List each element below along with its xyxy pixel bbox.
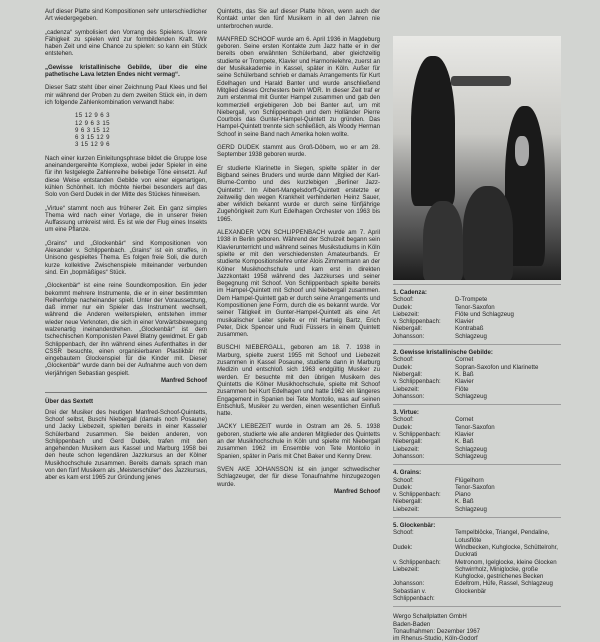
musician-name: Liebezeit:: [393, 445, 420, 453]
quintett-paragraph: Quintetts, das Sie auf dieser Platte hören, wenn auch der Kontakt unter den fünf Musikern in all den Jahren nie unterbrochen wurde.: [217, 8, 380, 30]
instrument: Cornet: [455, 356, 474, 364]
credit-line: Baden-Baden: [393, 620, 431, 628]
musician-name: Schoof:: [393, 476, 414, 484]
musician-name: Liebezeit:: [393, 505, 420, 513]
musician-name: Liebezeit:: [393, 385, 420, 393]
personnel-row: [393, 453, 561, 460]
personnel-row: [393, 580, 561, 587]
personnel-row: [393, 424, 561, 431]
musician-silhouette: [463, 186, 513, 280]
credit-line: im Rhenus-Studio, Köln-Godorf: [393, 635, 478, 642]
liebezeit-bio: JACKY LIEBEZEIT wurde in Ostram am 26. 5. 1938 geboren, studierte wie alle anderen Mitglieder des Quintetts an der Musikhochschule in Köln und spielte mit Niebergall zusammen 1962 im Ensemble von Tete Montolio in Spanien, später in Paris mit Chet Baker und Kenny Drew.: [217, 423, 380, 460]
musician-name: Niebergall:: [393, 438, 423, 446]
grains-paragraph: „Grains“ und „Glockenbär“ sind Kompositionen von Alexander v. Schlippenbach. „Grains“ ist ein straffes, in Unisono gespieltes Thema. Es folgen freie Soli, die durch kurze kollektive Zwischenspiele miteinander verbunden sind. Ein „bopmäßiges“ Stück.: [45, 239, 207, 276]
musician-name: Dudek:: [393, 303, 413, 311]
personnel-row: [393, 491, 561, 498]
klee-quote: „Gewisse kristallinische Gebilde, über die eine pathetische Lava letzten Endes nicht vermag“.: [45, 63, 207, 79]
number-row: 12 9 6 3 15: [75, 119, 110, 127]
track-title: 1. Cadenza:: [393, 289, 427, 296]
personnel-row: [393, 304, 561, 311]
column-right: [393, 8, 561, 642]
musician-name: v. Schlippenbach:: [393, 558, 441, 566]
instrument: Flöte: [455, 385, 469, 393]
musician-name: v. Schlippenbach:: [393, 318, 441, 326]
musician-name: Johansson:: [393, 580, 425, 588]
personnel-row: [393, 416, 561, 423]
personnel-row: [393, 498, 561, 505]
track-title: 3. Virtue:: [393, 409, 419, 417]
musician-name: Schoof:: [393, 416, 414, 424]
personnel-row: [393, 506, 561, 513]
personnel-row: [393, 311, 561, 318]
musician-name: Niebergall:: [393, 325, 423, 333]
instrument: Piano: [455, 491, 471, 499]
musician-name: Niebergall:: [393, 370, 423, 378]
musician-name: Liebezeit:: [393, 310, 420, 318]
instrument: Tenor-Saxofon: [455, 423, 495, 431]
musician-name: Niebergall:: [393, 498, 423, 506]
musician-name: Johansson:: [393, 332, 425, 340]
musician-silhouette: [411, 56, 455, 206]
musician-name: Dudek:: [393, 423, 413, 431]
band-photo: [393, 36, 561, 280]
personnel-row: [393, 296, 561, 303]
credits: [393, 613, 561, 642]
saxophone-shape: [515, 136, 529, 166]
column-middle: [217, 8, 380, 501]
track-title: 4. Grains:: [393, 469, 422, 477]
divider: [393, 464, 561, 465]
virtue-paragraph: „Virtue“ stammt noch aus früherer Zeit. Ein ganz simples Thema wird nach einer Vorlage, die in unserer freien Auffassung umkreist wird. Es ist wie der Flug eines Insekts um eine Pflanze.: [45, 204, 207, 234]
musician-name: Schoof:: [393, 296, 414, 304]
personnel-row: [393, 364, 561, 371]
musician-silhouette: [423, 201, 463, 280]
track-title: 2. Gewisse kristallinische Gebilde:: [393, 349, 493, 357]
divider: [393, 344, 561, 345]
instrument: Schlagzeug: [455, 332, 487, 340]
divider: [393, 517, 561, 518]
instrument: Klavier: [455, 431, 474, 439]
personnel-row: [393, 371, 561, 378]
column-left: [45, 8, 207, 488]
signature: Manfred Schoof: [160, 377, 207, 385]
personnel-row: [393, 477, 561, 484]
instrument: Flöte und Schlagzeug: [455, 310, 514, 318]
personnel-row: [393, 559, 561, 566]
instrument: Windbecken, Kuhglocke, Schüttelrohr, Duckrati: [455, 543, 558, 559]
personnel-row: [393, 378, 561, 385]
signature: Manfred Schoof: [333, 487, 380, 495]
personnel-row: [393, 544, 561, 559]
dudek-bio-cont: Er studierte Klarinette in Siegen, spielte später in der Bigband seines Bruders und wurde dann Mitglied der Karl-Blume-Combo und des kurzlebigen „Berliner Jazz-Quintetts“. Im Albert-Mangelsdorff-Quintett erstetzte er zeitweilig den wegen Krankheit verhinderten Heinz Sauer, aber wirklich bekannt wurde er durch seine fünfjährige Zugehörigkeit zum Kurt Edelhagen Orchester von 1963 bis 1965.: [217, 164, 380, 223]
instrument: Glockenbär: [455, 587, 487, 595]
instrument: Tempelblöcke, Triangel, Pendaline, Lotusflöte: [455, 529, 550, 544]
number-row: 3 15 12 9 6: [75, 141, 110, 149]
musician-name: Johansson:: [393, 392, 425, 400]
number-row: 6 3 15 12 9: [75, 134, 110, 142]
personnel-row: [393, 446, 561, 453]
musician-name: v. Schlippenbach:: [393, 491, 441, 499]
instrument: K. Baß: [455, 498, 474, 506]
instrument: Edeltrom, Hüfe, Rassel, Schlagzeug: [455, 580, 553, 588]
personnel-row: [393, 438, 561, 445]
instrument: K. Baß: [455, 438, 474, 446]
johansson-bio: SVEN AKE JOHANSSON ist ein junger schwedischer Schlagzeuger, der für diese Tonaufnahme hinzugezogen wurde.: [217, 465, 380, 488]
personnel-row: [393, 588, 561, 603]
phrase-paragraph: Nach einer kurzen Einleitungsphrase bildet die Gruppe lose aneinandergereihte Komplexe, wobei jeder Spieler in eine für ihn festgelegte Zahlenreihe beliebige Töne einsetzt. Auf diese Weise entstanden Gebilde von einer eigenartigen, kühlen Schönheit. Ich möchte hierbei besonders auf das Solo von Gerd Dudek in der Mitte des Stückes hinweisen.: [45, 154, 207, 199]
instrument: Sopran-Saxofon und Klarinette: [455, 363, 539, 371]
personnel-row: [393, 333, 561, 340]
section-heading: Über das Sextett: [45, 398, 94, 406]
personnel-row: [393, 566, 561, 581]
divider: [393, 404, 561, 405]
instrument: D-Trompete: [455, 296, 488, 304]
instrument: Schlagzeug: [455, 445, 487, 453]
instrument: Metronom, Igelglocke, kleine Glocken: [455, 558, 557, 566]
instrument: Kontrabaß: [455, 325, 484, 333]
instrument: Schlagzeug: [455, 392, 487, 400]
instrument: Schwirrholz, Miniglocke, große Kuhglocke, gestrichenes Becken: [455, 565, 544, 581]
track-list: [393, 284, 561, 602]
trumpet-shape: [451, 76, 511, 86]
cadenza-paragraph: „cadenza“ symbolisiert den Vorrang des Spielens. Unsere Fähigkeit zu spielen wird zur formbildenden Kraft. Wir haben Zeit und eine Chance zu spielen: so kann ein Stück entstehen.: [45, 28, 207, 58]
musician-name: Schoof:: [393, 356, 414, 364]
klee-paragraph: Dieser Satz steht über einer Zeichnung Paul Klees und fiel mir während der Proben zu dem zweiten Stück ein, in dem ich folgende Zahlenkombination verwandt habe:: [45, 84, 207, 106]
instrument: Klavier: [455, 318, 474, 326]
personnel-row: [393, 431, 561, 438]
glockenbaer-paragraph: „Glockenbär“ ist eine reine Soundkomposition. Ein jeder bekommt mehrere Instrumente, die er in einer bestimmten Reihenfolge nacheinander spielt. Unter der Voraussetzung, daß immer nur ein Spieler das Instrument wechselt, während die Anderen weiterspielen, entstehen immer wieder neue Verknoten, die sich in einer Vorwärtsbewegung walzenartig ineinanderdrehen. „Glockenbär“ ist dem tschechischen Komponisten Pavel Blatny gewidmet. Er gab Schlippenbach, der ihn während eines Aufenthaltes in der CSSR besuchte, einen organisierbaren Plastikbär mit eingebautem Glockenspiel für die Kinder mit. Dieser „Glockenbär“ wurde dann bei der Aufnahme auch von dem vierjährigen Sebastian gespielt.: [45, 282, 207, 377]
instrument: Tenor-Saxofon: [455, 483, 495, 491]
personnel-row: [393, 484, 561, 491]
personnel-row: [393, 356, 561, 363]
musician-name: v. Schlippenbach:: [393, 378, 441, 386]
instrument: K. Baß: [455, 370, 474, 378]
divider: [45, 392, 207, 393]
niebergall-bio: BUSCHI NIEBERGALL, geboren am 18. 7. 1938 in Marburg, spielte zuerst 1955 mit Schoof und Liebezeit zusammen in Kassel Posaune, studierte dann in Marburg Medizin und entschloß sich 1963 endgültig Musiker zu werden. Er besuchte mit den übrigen Musikern des Quintetts die Kölner Musikhochschule, spielte mit Schoof zusammen bei Kurt Edelhagen und hatte 1962 ein längeres Engagement in Spanien bei Tete Montolio, was auf seinen Entschluß, Musiker zu werden, einen wesentlichen Einfluß hatte.: [217, 344, 380, 418]
musician-name: Dudek:: [393, 483, 413, 491]
credit-line: Wergo Schallplatten GmbH: [393, 613, 467, 621]
musician-name: Dudek:: [393, 363, 413, 371]
musician-name: Schoof:: [393, 529, 414, 537]
number-row: 9 6 3 15 12: [75, 126, 110, 134]
number-combination: [75, 112, 207, 148]
instrument: Schlagzeug: [455, 452, 487, 460]
instrument: Schlagzeug: [455, 505, 487, 513]
personnel-row: [393, 325, 561, 332]
divider: [393, 606, 561, 607]
instrument: Tenor-Saxofon: [455, 303, 495, 311]
personnel-row: [393, 393, 561, 400]
schoof-bio: MANFRED SCHOOF wurde am 6. April 1936 in Magdeburg geboren. Seine ersten Kontakte zum Jazz hatte er in der bereits oben erwähnten Schülerband, aber gleichzeitig studierte er Trompete, Klavier und Harmonielehre, zuerst an der Musikakademie in Kassel, später in Köln. Außer für seine Schülerband schrieb er damals Arrangements für Kurt Edelhagen und Harald Banter und wurde anschließend Mitglied dieses Orchesters beim WDR. In dieser Zeit traf er zum erstenmal mit Gunter Hampel zusammen und gab den kommerziell ergiebigeren Job bei Banter auf, um mit Niebergall, von Schlippenbach und dem Holländer Pierre Courbois das Gunter-Hampel-Quintett zu gründen. Das Hampel-Quintett trennte sich schließlich, als Woody Herman Schoof in seine Band nach Amerika holen wollte.: [217, 35, 380, 138]
personnel-row: [393, 386, 561, 393]
musician-name: Sebastian v. Schlippenbach:: [393, 587, 435, 602]
credit-line: Tonaufnahmen: Dezember 1967: [393, 627, 481, 635]
number-row: 15 12 9 6 3: [75, 112, 110, 120]
schlippenbach-bio: ALEXANDER VON SCHLIPPENBACH wurde am 7. April 1938 in Berlin geboren. Während der Schulzeit begann sein Klavierunterricht und während seines Musikstudiums in Köln spielte er mit den verschiedensten Amateurbands. Er studierte Kompositionslehre unter Alois Zimmermann an der Kölner Musikhochschule und kam erst in direkten Jazzkontakt 1958 während des Jazzkurses und seiner Begegnung mit Schoof. Von Schlippenbach spielte bereits im Hampel-Quintett mit Schoof und Niebergall zusammen. Dem Hampel-Quintett gab er durch seine Arrangements und Kompositionen jene Form, durch die es bekannt wurde. Vor seiner Tätigkeit im Gunter-Hampel-Quintett als eine Art musikalischer Leiter spielte er mit Hartwig Bartz, Erich Peter, Dick Spencer und Rudi Füssers in einem Quintett zusammen.: [217, 229, 380, 339]
instrument: Flügelhorn: [455, 476, 484, 484]
musician-name: Liebezeit:: [393, 565, 420, 573]
divider: [393, 284, 561, 285]
instrument: Cornet: [455, 416, 474, 424]
instrument: Klavier: [455, 378, 474, 386]
dudek-bio: GERD DUDEK stammt aus Groß-Döbern, wo er am 28. September 1938 geboren wurde.: [217, 144, 380, 159]
sextett-paragraph: Drei der Musiker des heutigen Manfred-Schoof-Quintetts, Schoof selbst, Buschi Niebergall (damals noch Posaune) und Jacky Liebezeit, spielten bereits in einer Kasseler Schülerband zusammen. Sie beiden anderen, von Schlippenbach und Gerd Dudek, trafen mit den angehenden Musikern aus Kassel und Marburg 1958 bei den heute schon legendären Jazzkursus an der Kölner Musikhochschule zusammen. Bereits damals sprach man von den fünf Musikern als „Meisterschüler“ des Jazzkursus, aber es kam erst 1965 zur Gründung jenes: [45, 408, 207, 482]
track-title: 5. Glockenbär:: [393, 522, 436, 530]
musician-name: v. Schlippenbach:: [393, 431, 441, 439]
personnel-row: [393, 529, 561, 544]
personnel-row: [393, 318, 561, 325]
musician-name: Johansson:: [393, 452, 425, 460]
intro-paragraph: Auf dieser Platte sind Kompositionen sehr unterschiedlicher Art wiedergegeben.: [45, 8, 207, 23]
musician-name: Dudek:: [393, 543, 413, 551]
